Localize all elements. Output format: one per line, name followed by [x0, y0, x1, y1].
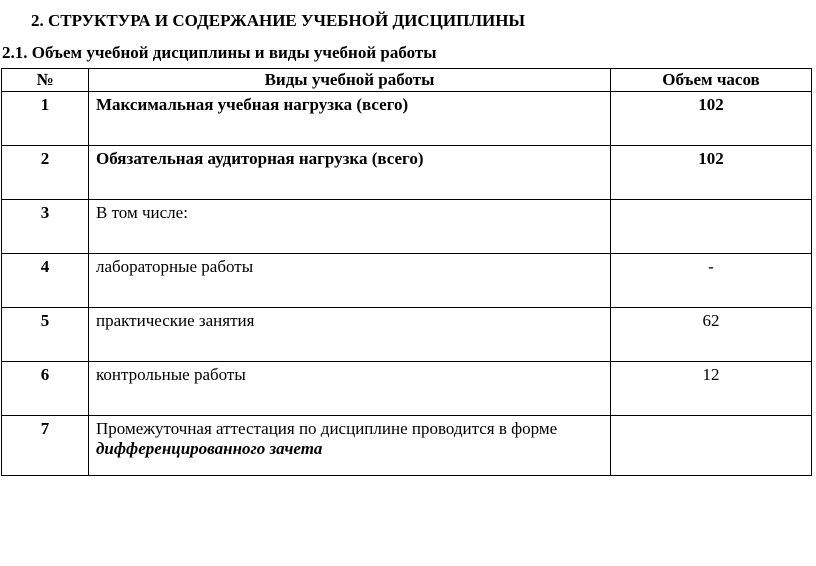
table-row [2, 200, 812, 254]
table-row [2, 92, 812, 146]
row-work-type: Обязательная аудиторная нагрузка (всего) [89, 146, 611, 200]
row-hours: 12 [611, 362, 812, 416]
assessment-form: дифференцированного зачета [96, 439, 323, 458]
row-work-type [89, 416, 611, 476]
row-work-type: контрольные работы [89, 362, 611, 416]
study-hours-table [1, 68, 812, 476]
row-hours: - [611, 254, 812, 308]
row-number: 2 [2, 146, 89, 200]
row-hours: 102 [611, 146, 812, 200]
column-header-type: Виды учебной работы [89, 69, 611, 92]
assessment-text: Промежуточная аттестация по дисциплине проводится в форме [96, 419, 558, 438]
row-work-type: В том числе: [89, 200, 611, 254]
row-number: 4 [2, 254, 89, 308]
row-number: 6 [2, 362, 89, 416]
table-row [2, 416, 812, 476]
row-hours [611, 416, 812, 476]
subsection-title: 2.1. Объем учебной дисциплины и виды учебной работы [2, 43, 437, 62]
row-hours: 62 [611, 308, 812, 362]
table-row [2, 254, 812, 308]
row-hours [611, 200, 812, 254]
row-number: 7 [2, 416, 89, 476]
row-number: 5 [2, 308, 89, 362]
table-row [2, 362, 812, 416]
row-number: 3 [2, 200, 89, 254]
row-work-type: практические занятия [89, 308, 611, 362]
table-row [2, 308, 812, 362]
section-title: 2. СТРУКТУРА И СОДЕРЖАНИЕ УЧЕБНОЙ ДИСЦИПЛИНЫ [31, 11, 526, 30]
row-number: 1 [2, 92, 89, 146]
column-header-number: № [2, 69, 89, 92]
table-row [2, 146, 812, 200]
row-hours: 102 [611, 92, 812, 146]
column-header-hours: Объем часов [611, 69, 812, 92]
table-header-row [2, 69, 812, 92]
row-work-type: Максимальная учебная нагрузка (всего) [89, 92, 611, 146]
row-work-type: лабораторные работы [89, 254, 611, 308]
